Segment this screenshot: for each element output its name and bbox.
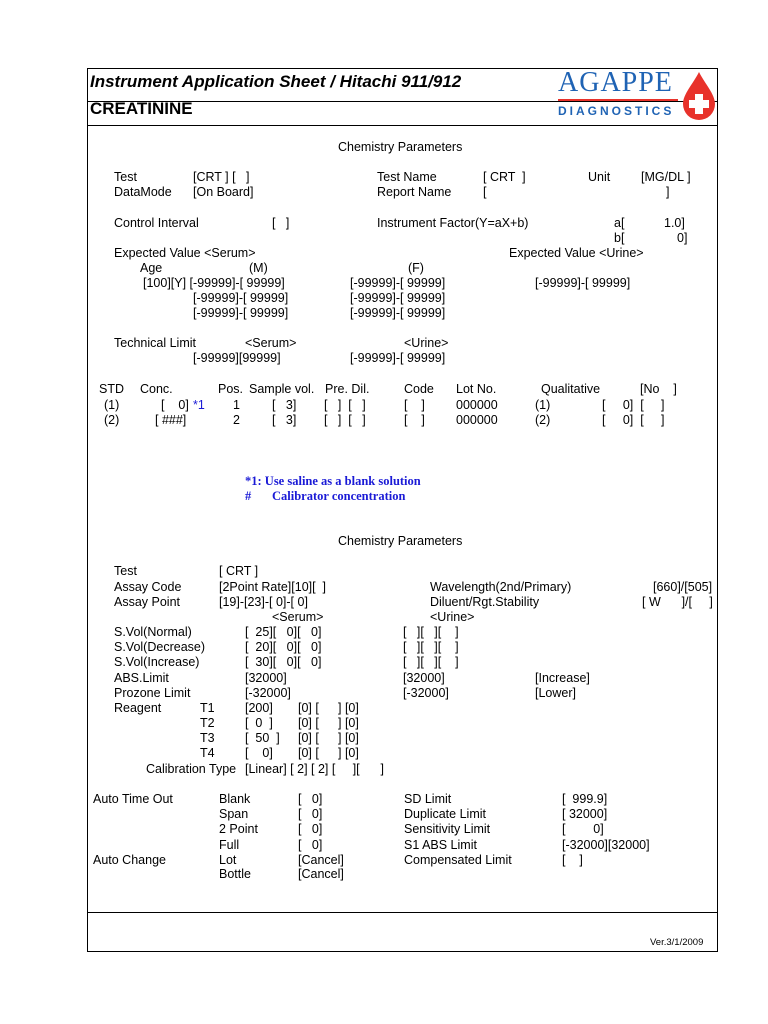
serum-col-label: <Serum> bbox=[272, 610, 324, 624]
reagent-name: T3 bbox=[200, 731, 215, 745]
auto-change-label: Auto Change bbox=[93, 853, 166, 867]
wavelength-value: [660]/[505] bbox=[653, 580, 713, 594]
svol-normal-urine: [ ][ ][ ] bbox=[403, 625, 459, 639]
assay-point-value: [19]-[23]-[ 0]-[ 0] bbox=[219, 595, 308, 609]
application-sheet bbox=[87, 68, 718, 952]
sd-limit-value: [ 999.9] bbox=[562, 792, 608, 806]
reagent-volume: [ 0 ] bbox=[245, 716, 273, 730]
std-row-conc: [ ###] bbox=[155, 413, 187, 427]
two-point-value: [ 0] bbox=[298, 822, 323, 836]
test-label: Test bbox=[114, 170, 137, 184]
blank-label: Blank bbox=[219, 792, 251, 806]
std-row-std: (1) bbox=[104, 398, 120, 412]
expected-urine-label: Expected Value <Urine> bbox=[509, 246, 644, 260]
std-row-predil: [ ] [ ] bbox=[324, 398, 366, 412]
svol-decrease-label: S.Vol(Decrease) bbox=[114, 640, 206, 654]
prozone-limit-serum: [-32000] bbox=[245, 686, 291, 700]
abs-limit-urine: [32000] bbox=[403, 671, 445, 685]
header-divider-bottom bbox=[88, 125, 717, 126]
female-row-3: [-99999]-[ 99999] bbox=[350, 306, 446, 320]
two-point-label: 2 Point bbox=[219, 822, 258, 836]
drop-cross-icon bbox=[680, 70, 718, 122]
tl-serum-label: <Serum> bbox=[245, 336, 297, 350]
bottle-value: [Cancel] bbox=[298, 867, 344, 881]
std-row-pos: 1 bbox=[233, 398, 240, 412]
std-row-qual: (1) bbox=[535, 398, 551, 412]
logo-underline bbox=[558, 99, 678, 101]
control-interval-value: [ ] bbox=[272, 216, 290, 230]
reagent-field-b: ] [0] bbox=[338, 731, 359, 745]
compensated-limit-value: [ ] bbox=[562, 853, 583, 867]
std-row-vol: [ 3] bbox=[272, 398, 297, 412]
std-row-code: [ ] bbox=[404, 413, 425, 427]
svol-increase-label: S.Vol(Increase) bbox=[114, 655, 200, 669]
std-header-qualitative: Qualitative bbox=[541, 382, 601, 396]
reagent-field-b: ] [0] bbox=[338, 746, 359, 760]
prozone-limit-urine: [-32000] bbox=[403, 686, 449, 700]
auto-time-out-label: Auto Time Out bbox=[93, 792, 173, 806]
datamode-value: [On Board] bbox=[193, 185, 254, 199]
report-name-close: ] bbox=[666, 185, 670, 199]
assay-code-label: Assay Code bbox=[114, 580, 182, 594]
reagent-label: Reagent bbox=[114, 701, 162, 715]
svol-increase-urine: [ ][ ][ ] bbox=[403, 655, 459, 669]
note-hash-mark: # bbox=[245, 489, 252, 503]
reagent-name: T4 bbox=[200, 746, 215, 760]
expected-serum-label: Expected Value <Serum> bbox=[114, 246, 256, 260]
test-name-value: [ CRT ] bbox=[483, 170, 526, 184]
urine-row-1: [-99999]-[ 99999] bbox=[535, 276, 631, 290]
analyte-name: CREATININE bbox=[90, 99, 193, 118]
std-row-qual: (2) bbox=[535, 413, 551, 427]
std-row-code: [ ] bbox=[404, 398, 425, 412]
urine-col-label: <Urine> bbox=[430, 610, 475, 624]
std-row-predil: [ ] [ ] bbox=[324, 413, 366, 427]
assay-point-label: Assay Point bbox=[114, 595, 181, 609]
sheet-title: Instrument Application Sheet / Hitachi 911/912 bbox=[90, 72, 462, 91]
std-row-pos: 2 bbox=[233, 413, 240, 427]
svol-normal-label: S.Vol(Normal) bbox=[114, 625, 192, 639]
compensated-limit-label: Compensated Limit bbox=[404, 853, 512, 867]
reagent-volume: [ 0] bbox=[245, 746, 273, 760]
abs-limit-serum: [32000] bbox=[245, 671, 287, 685]
span-label: Span bbox=[219, 807, 249, 821]
std-row-qual-value: [ 0] [ ] bbox=[602, 398, 665, 412]
s1-abs-limit-value: [-32000][32000] bbox=[562, 838, 650, 852]
std-header-lot-no: Lot No. bbox=[456, 382, 497, 396]
tl-serum-value: [-99999][99999] bbox=[193, 351, 281, 365]
report-name-open: [ bbox=[483, 185, 487, 199]
svol-decrease-urine: [ ][ ][ ] bbox=[403, 640, 459, 654]
std-header-pre-dil: Pre. Dil. bbox=[325, 382, 370, 396]
tl-urine-value: [-99999]-[ 99999] bbox=[350, 351, 446, 365]
factor-b-value: 0] bbox=[677, 231, 688, 245]
age-label: Age bbox=[140, 261, 163, 275]
test-name-label: Test Name bbox=[377, 170, 437, 184]
instrument-factor-label: Instrument Factor(Y=aX+b) bbox=[377, 216, 529, 230]
unit-value: [MG/DL ] bbox=[641, 170, 691, 184]
female-row-2: [-99999]-[ 99999] bbox=[350, 291, 446, 305]
std-row-conc: [ 0] bbox=[161, 398, 189, 412]
std-header-sample-vol: Sample vol. bbox=[249, 382, 315, 396]
blank-value: [ 0] bbox=[298, 792, 323, 806]
age-row-1: [100][Y] [-99999]-[ 99999] bbox=[143, 276, 285, 290]
note-saline: *1: Use saline as a blank solution bbox=[245, 474, 421, 488]
std-header-pos: Pos. bbox=[218, 382, 244, 396]
std-header-code: Code bbox=[404, 382, 434, 396]
male-label: (M) bbox=[249, 261, 268, 275]
reagent-field-a: [0] [ bbox=[298, 731, 319, 745]
male-row-3: [-99999]-[ 99999] bbox=[193, 306, 289, 320]
logo-subtitle: DIAGNOSTICS bbox=[558, 104, 675, 118]
datamode-label: DataMode bbox=[114, 185, 172, 199]
diluent-value: [ W ]/[ ] bbox=[642, 595, 713, 609]
report-name-label: Report Name bbox=[377, 185, 452, 199]
span-value: [ 0] bbox=[298, 807, 323, 821]
reagent-field-b: ] [0] bbox=[338, 716, 359, 730]
reagent-field-b: ] [0] bbox=[338, 701, 359, 715]
std-row-lot: 000000 bbox=[456, 413, 498, 427]
footer-divider bbox=[88, 912, 717, 913]
std-row-qual-value: [ 0] [ ] bbox=[602, 413, 665, 427]
prozone-limit-direction: [Lower] bbox=[535, 686, 576, 700]
test2-value: [ CRT ] bbox=[219, 564, 259, 578]
factor-a-label: a[ bbox=[614, 216, 625, 230]
std-row-lot: 000000 bbox=[456, 398, 498, 412]
technical-limit-label: Technical Limit bbox=[114, 336, 196, 350]
bottle-label: Bottle bbox=[219, 867, 251, 881]
std-header-conc: Conc. bbox=[140, 382, 173, 396]
full-value: [ 0] bbox=[298, 838, 323, 852]
reagent-name: T1 bbox=[200, 701, 215, 715]
male-row-2: [-99999]-[ 99999] bbox=[193, 291, 289, 305]
female-row-1: [-99999]-[ 99999] bbox=[350, 276, 446, 290]
tl-urine-label: <Urine> bbox=[404, 336, 449, 350]
svol-increase-serum: [ 30][ 0][ 0] bbox=[245, 655, 322, 669]
duplicate-limit-value: [ 32000] bbox=[562, 807, 608, 821]
std-header-std: STD bbox=[99, 382, 124, 396]
control-interval-label: Control Interval bbox=[114, 216, 199, 230]
std-row-mark: *1 bbox=[193, 398, 205, 412]
test-value: [CRT ] [ ] bbox=[193, 170, 250, 184]
female-label: (F) bbox=[408, 261, 424, 275]
abs-limit-direction: [Increase] bbox=[535, 671, 590, 685]
abs-limit-label: ABS.Limit bbox=[114, 671, 169, 685]
prozone-limit-label: Prozone Limit bbox=[114, 686, 191, 700]
lot-label: Lot bbox=[219, 853, 237, 867]
reagent-volume: [200] bbox=[245, 701, 273, 715]
svol-decrease-serum: [ 20][ 0][ 0] bbox=[245, 640, 322, 654]
calibration-type-label: Calibration Type bbox=[146, 762, 237, 776]
reagent-name: T2 bbox=[200, 716, 215, 730]
full-label: Full bbox=[219, 838, 240, 852]
section2-heading: Chemistry Parameters bbox=[338, 534, 463, 548]
reagent-field-a: [0] [ bbox=[298, 746, 319, 760]
section1-heading: Chemistry Parameters bbox=[338, 140, 463, 154]
diluent-label: Diluent/Rgt.Stability bbox=[430, 595, 540, 609]
wavelength-label: Wavelength(2nd/Primary) bbox=[430, 580, 572, 594]
calibration-type-value: [Linear] [ 2] [ 2] [ ][ ] bbox=[245, 762, 384, 776]
reagent-field-a: [0] [ bbox=[298, 716, 319, 730]
lot-value: [Cancel] bbox=[298, 853, 344, 867]
test2-label: Test bbox=[114, 564, 137, 578]
logo-name: AGAPPE bbox=[558, 67, 673, 98]
reagent-field-a: [0] [ bbox=[298, 701, 319, 715]
sensitivity-limit-label: Sensitivity Limit bbox=[404, 822, 491, 836]
std-row-std: (2) bbox=[104, 413, 120, 427]
version-label: Ver.3/1/2009 bbox=[650, 937, 704, 948]
factor-b-label: b[ bbox=[614, 231, 625, 245]
svol-normal-serum: [ 25][ 0][ 0] bbox=[245, 625, 322, 639]
s1-abs-limit-label: S1 ABS Limit bbox=[404, 838, 477, 852]
sd-limit-label: SD Limit bbox=[404, 792, 452, 806]
sensitivity-limit-value: [ 0] bbox=[562, 822, 604, 836]
note-calibrator: Calibrator concentration bbox=[272, 489, 406, 503]
std-row-vol: [ 3] bbox=[272, 413, 297, 427]
std-header-no: [No ] bbox=[640, 382, 677, 396]
duplicate-limit-label: Duplicate Limit bbox=[404, 807, 486, 821]
assay-code-value: [2Point Rate][10][ ] bbox=[219, 580, 327, 594]
unit-label: Unit bbox=[588, 170, 611, 184]
factor-a-value: 1.0] bbox=[664, 216, 685, 230]
reagent-volume: [ 50 ] bbox=[245, 731, 280, 745]
